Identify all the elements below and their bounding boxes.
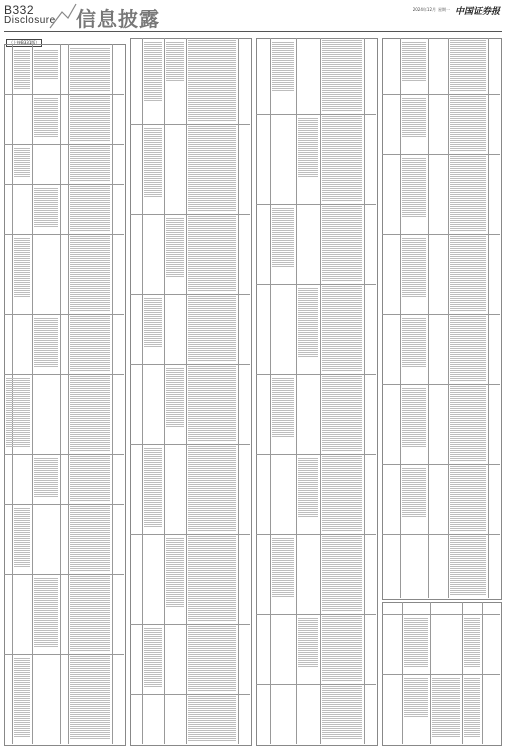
page-header — [0, 0, 506, 32]
section-title: 信息披露 — [76, 7, 160, 31]
header-rule — [4, 31, 502, 32]
column-3 — [256, 34, 378, 746]
column-2 — [130, 34, 252, 746]
paper-logo: 中国证券报 — [454, 7, 500, 17]
page-code: B332 — [4, 3, 35, 17]
section-name-en: Disclosure — [4, 15, 56, 26]
column-4 — [382, 34, 502, 746]
page-content — [4, 34, 502, 746]
issue-date: 2024年12月 — [412, 7, 436, 12]
continued-label: （上接B331版） — [6, 39, 42, 47]
column-1 — [4, 34, 126, 746]
section-slash-icon — [48, 2, 78, 30]
issue-weekday: 星期一 — [438, 7, 450, 12]
